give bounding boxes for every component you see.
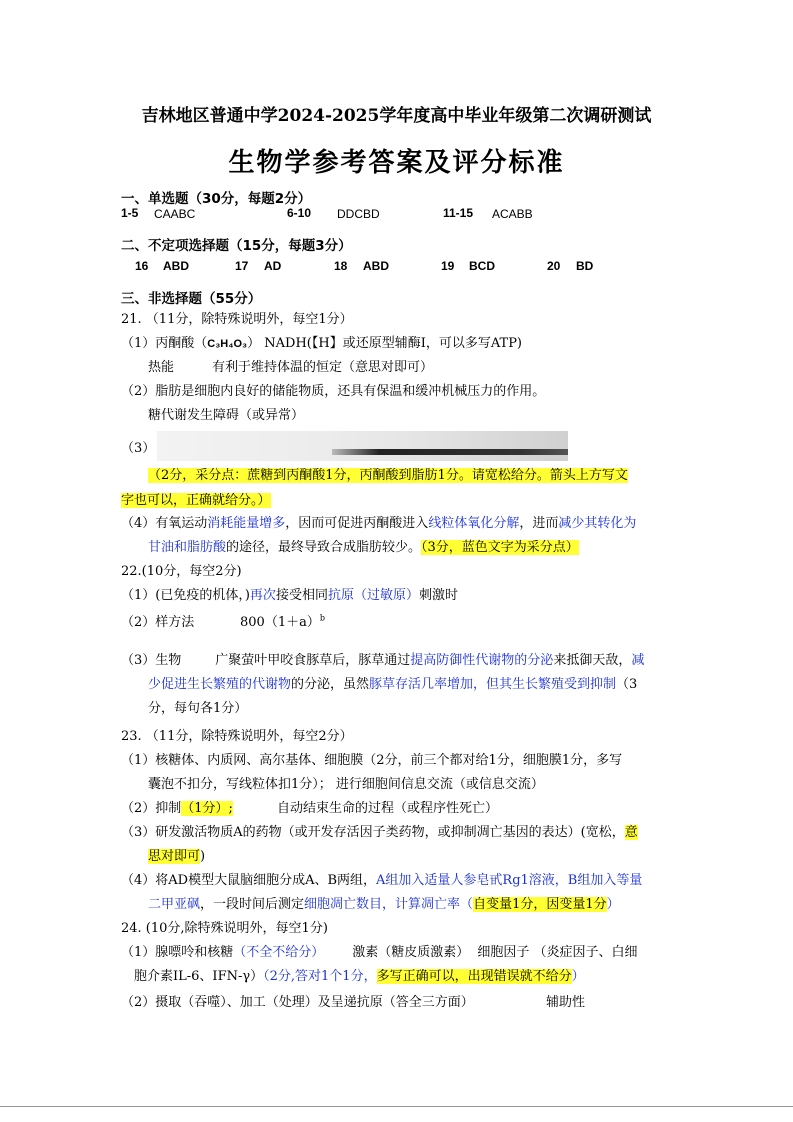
s2-q19-num: 19 (441, 259, 455, 273)
s1-group2-answers: DDCBD (337, 207, 380, 221)
s2-q16-num: 16 (135, 259, 149, 273)
q22-formula-exponent: b (319, 613, 325, 623)
q22-p3-score-a: （3 (616, 677, 638, 692)
s1-group1-answers: CAABC (154, 207, 196, 221)
q21-part4b (148, 536, 579, 555)
s1-group3-label: 11-15 (443, 206, 474, 220)
q24-p1-text3: 细胞因子 （炎症因子、白细 (477, 945, 638, 960)
q22-part2-label: （2）样方法 (121, 615, 195, 630)
q21-p4-text3: ，进而 (519, 516, 559, 531)
q22-p3-key3: 豚草存活几率增加，但其生长繁殖受到抑制 (369, 677, 617, 692)
section3-heading: 三、非选择题（55分） (121, 291, 262, 307)
q24-p1-note: （不全不给分） (233, 945, 325, 960)
s2-q17-ans: AD (264, 259, 282, 273)
section2-heading: 二、不定项选择题（15分，每题3分） (121, 238, 352, 254)
q23-p4-key3: 细胞凋亡数目，计算凋亡率 (304, 897, 461, 912)
q22-p1-key2: 抗原（过敏原） (327, 588, 419, 603)
q21-p4-key4: 甘油和脂肪酸 (148, 540, 227, 555)
q21-p4-key1: 消耗能量增多 (207, 516, 286, 531)
q21-p4-text1: （4）有氧运动 (121, 516, 208, 531)
q22-p3-text1: （3）生物 (121, 653, 182, 668)
q22-part3 (121, 649, 644, 668)
q23-part3a (121, 821, 638, 840)
q21-part4 (121, 512, 636, 531)
q21-note-highlight-a: （2分，采分点：蔗糖到丙酮酸1分，丙酮酸到脂肪1分。请宽松给分。箭头上方写文 (148, 468, 628, 483)
q21-part3-note-b (121, 489, 271, 508)
q21-formula: C₃H₄O₃ (207, 338, 248, 350)
q23-p4-paren-close: ） (606, 897, 620, 912)
q24-p1b-score: （2分,答对1个1分， (263, 969, 377, 984)
document-title: 吉林地区普通中学2024-2025学年度高中毕业年级第二次调研测试 (141, 106, 652, 126)
q21-p4-text2: ，因而可促进丙酮酸进入 (285, 516, 429, 531)
s2-q18-num: 18 (334, 259, 348, 273)
q23-p3-hl2: 思对即可 (148, 849, 201, 864)
q22-p1-key1: 再次 (249, 588, 276, 603)
q22-p3-key2a: 减 (631, 653, 645, 668)
q21-part1 (121, 332, 522, 351)
q22-part1 (121, 584, 458, 603)
q21-p4-key2: 线粒体氧化分解 (428, 516, 520, 531)
s2-q17-num: 17 (235, 259, 249, 273)
q21-p4-score-note: （3分，蓝色文字为采分点） (421, 540, 579, 555)
q23-p4-text2: ，一段时间后测定 (200, 897, 305, 912)
q24-part1a (121, 941, 637, 960)
s2-q20-num: 20 (547, 259, 561, 273)
q22-part3b (148, 673, 637, 692)
q24-part1b (134, 965, 585, 984)
q22-p3-key2b: 少促进生长繁殖的代谢物 (148, 677, 292, 692)
q23-p4-score: 自变量1分，因变量1分 (473, 897, 607, 912)
q23-p3-close: ) (200, 849, 206, 864)
q23-heading: 23. （11分，除特殊说明外，每空2分） (121, 729, 353, 744)
q23-p4-text1: （4）将AD模型大鼠脑细胞分成A、B两组， (121, 873, 377, 888)
q24-p1b-hl: 多写正确可以，出现错误就不给分 (376, 969, 572, 984)
q23-part2 (121, 797, 498, 816)
s1-group3-answers: ACABB (492, 207, 533, 221)
q21-part3-note-a (148, 464, 628, 483)
q23-p2-score: （1分）; (181, 801, 233, 816)
q23-part3b (148, 845, 205, 864)
s2-q20-ans: BD (576, 259, 594, 273)
q23-p4-key2: 二甲亚砜 (148, 897, 201, 912)
q22-p1-text2: 接受相同 (275, 588, 328, 603)
q21-heading: 21. （11分，除特殊说明外，每空1分） (121, 312, 353, 327)
q24-p1b-text1: 胞介素IL-6、IFN-γ） (134, 969, 264, 984)
q22-p3-text4: 的分泌，虽然 (291, 677, 370, 692)
q23-p4-paren-open: （ (460, 897, 474, 912)
q24-p1b-close: ） (571, 969, 585, 984)
q23-p3-hl1: 意 (624, 825, 638, 840)
q23-part4b (148, 893, 620, 912)
blurred-arrow (332, 449, 568, 455)
q21-note-highlight-b: 字也可以，正确就给分。） (121, 493, 271, 508)
s2-q19-ans: BCD (469, 259, 495, 273)
q22-p3-text2: 广聚萤叶甲咬食豚草后，豚草通过 (215, 653, 411, 668)
q24-heading: 24. (10分,除特殊说明外，每空1分) (121, 921, 328, 936)
q22-heading: 22.(10分，每空2分) (121, 564, 242, 579)
q21-p4-key3: 减少其转化为 (558, 516, 637, 531)
s2-q18-ans: ABD (363, 259, 389, 273)
q23-p4-key1: A组加入适量人参皂甙Rg1溶液，B组加入等量 (376, 873, 643, 888)
q23-part1a: （1）核糖体、内质网、高尔基体、细胞膜（2分，前三个都对给1分，细胞膜1分，多写 (121, 753, 623, 768)
q23-part1b: 囊泡不扣分，写线粒体扣1分）； 进行细胞间信息交流（或信息交流） (148, 777, 544, 792)
q22-part2-formula (240, 611, 325, 630)
q23-part4a (121, 869, 642, 888)
q21-heat: 热能 (148, 360, 175, 375)
q24-part2: （2）摄取（吞噬）、加工（处理）及呈递抗原（答全三方面） (121, 995, 474, 1010)
s2-q16-ans: ABD (163, 259, 189, 273)
q22-p1-text1: （1）(已免疫的机体，) (121, 588, 250, 603)
q22-formula: 800（1＋a） (240, 615, 320, 630)
q22-p3-text3: 来抵御天敌， (553, 653, 632, 668)
q22-p3-key1: 提高防御性代谢物的分泌 (410, 653, 554, 668)
s1-group2-label: 6-10 (287, 206, 312, 220)
q21-heat-function: 有利于维持体温的恒定（意思对即可） (212, 360, 434, 375)
q21-p1-rest: ） NADH(【H】或还原型辅酶Ⅰ，可以多写ATP) (247, 336, 523, 351)
q23-p3-text1: （3）研发激活物质A的药物（或开发存活因子类药物，或抑制凋亡基因的表达）(宽松， (121, 825, 625, 840)
q21-part2: （2）脂肪是细胞内良好的储能物质，还具有保温和缓冲机械压力的作用。 (121, 384, 546, 399)
q21-p4-text4: 的途径，最终导致合成脂肪较少。 (226, 540, 422, 555)
q21-part2b: 糖代谢发生障碍（或异常） (148, 408, 305, 423)
q23-p2-text2: 自动结束生命的过程（或程序性死亡） (276, 801, 498, 816)
q24-p1-text1: （1）腺嘌呤和核糖 (121, 945, 234, 960)
q23-p2-text1: （2）抑制 (121, 801, 182, 816)
q22-part3c: 分，每句各1分） (148, 701, 248, 716)
q21-part3-label: （3） (121, 441, 156, 456)
document-subtitle: 生物学参考答案及评分标准 (228, 148, 565, 178)
section1-heading: 一、单选题（30分，每题2分） (121, 191, 312, 207)
q22-p1-text3: 刺激时 (418, 588, 458, 603)
q21-p1-label: （1）丙酮酸（ (121, 336, 208, 351)
s1-group1-label: 1-5 (121, 206, 139, 220)
blurred-diagram-image (157, 431, 568, 461)
q24-part2-answer: 辅助性 (546, 995, 586, 1010)
page-bottom-line (0, 1106, 793, 1107)
q24-p1-text2: 激素（糖皮质激素） (352, 945, 470, 960)
